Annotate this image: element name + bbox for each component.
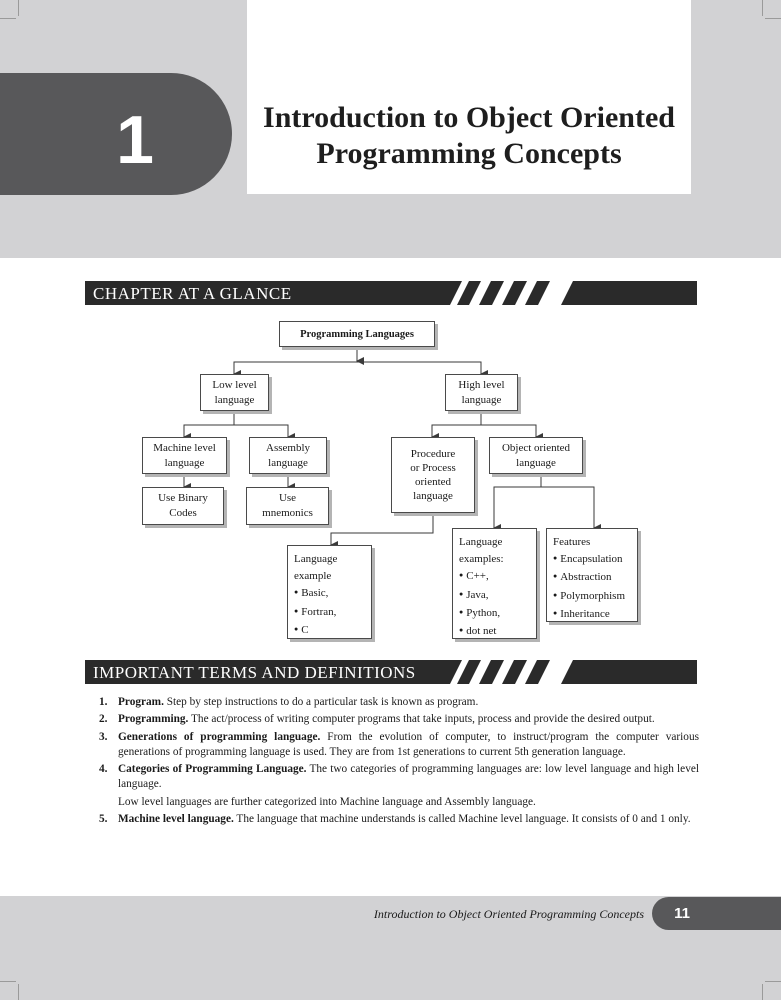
example-item: ● Python, xyxy=(459,605,530,623)
node-label: Features xyxy=(553,536,591,548)
node-label: Procedure xyxy=(410,448,456,460)
node-label: language xyxy=(164,456,205,469)
crop-mark xyxy=(765,981,781,982)
feature-item: ● Encapsulation xyxy=(553,551,631,569)
node-machine-level-language xyxy=(142,437,227,474)
term-definition: The act/process of writing computer programs that take inputs, process and provide the desired output. xyxy=(191,713,655,726)
feature-item: ● Polymorphism xyxy=(553,588,631,606)
node-object-oriented-language xyxy=(489,437,583,474)
example-item: ● Java, xyxy=(459,587,530,605)
node-procedure-examples xyxy=(287,545,372,639)
running-title: Introduction to Object Oriented Programming Concepts xyxy=(373,907,644,921)
node-label: language xyxy=(413,490,453,502)
term-item xyxy=(99,812,699,827)
feature-item: ● Abstraction xyxy=(553,569,631,587)
node-label: Assembly xyxy=(266,441,310,454)
example-item: ● C xyxy=(294,622,365,640)
term-item xyxy=(99,712,699,727)
node-label: Machine level xyxy=(153,441,216,454)
example-item: ● Fortran, xyxy=(294,604,365,622)
page-number: 11 xyxy=(674,905,690,922)
node-label: example xyxy=(294,570,332,583)
term-definition: From the evolution of computer, to instruct/program the computer various generations of programming language is used. They are from 1st generations to current 5th generation language. xyxy=(118,730,699,758)
node-label: Use xyxy=(278,492,297,504)
node-label: or Process xyxy=(410,462,456,474)
node-label: High level xyxy=(458,378,505,391)
term-number: 3. xyxy=(99,730,108,743)
node-label: language xyxy=(461,393,502,406)
term-name: Machine level language. xyxy=(118,813,234,826)
node-label: mnemonics xyxy=(262,507,313,519)
node-label: Use Binary xyxy=(158,492,208,504)
term-definition: Low level languages are further categorized into Machine language and Assembly language. xyxy=(118,795,536,808)
term-item xyxy=(99,695,699,710)
section-bar-terms xyxy=(85,660,697,684)
example-item: ● C++, xyxy=(459,568,530,586)
example-item: ● Basic, xyxy=(294,585,365,603)
node-high-level-language xyxy=(445,374,518,411)
crop-mark xyxy=(0,981,16,982)
node-label: examples: xyxy=(459,553,504,566)
term-number: 4. xyxy=(99,763,108,776)
term-continuation xyxy=(99,795,699,810)
node-label: Programming Languages xyxy=(300,328,414,340)
term-name: Generations of programming language. xyxy=(118,730,321,743)
node-label: language xyxy=(214,393,255,406)
node-use-mnemonics xyxy=(246,487,329,525)
node-label: Object oriented xyxy=(501,441,571,454)
node-label: Low level xyxy=(212,378,257,391)
node-low-level-language xyxy=(200,374,269,411)
term-number: 5. xyxy=(99,813,108,826)
node-label: language xyxy=(516,456,556,469)
feature-item: ● Inheritance xyxy=(553,606,631,624)
node-programming-languages xyxy=(279,321,435,347)
node-procedure-oriented-language xyxy=(391,437,475,513)
term-name: Programming. xyxy=(118,713,189,726)
example-item: ● dot net xyxy=(459,623,530,641)
crop-mark xyxy=(762,984,763,1000)
node-label: Codes xyxy=(169,507,197,519)
chapter-title-line1: Introduction to Object Oriented xyxy=(263,101,675,134)
term-name: Categories of Programming Language. xyxy=(118,763,307,776)
node-label: language xyxy=(268,456,308,469)
chapter-number: 1 xyxy=(116,102,154,178)
terms-list xyxy=(99,695,699,829)
term-number: 1. xyxy=(99,696,108,708)
node-use-binary-codes xyxy=(142,487,224,525)
term-item xyxy=(99,730,699,761)
term-definition: Step by step instructions to do a particular task is known as program. xyxy=(166,696,479,708)
term-item xyxy=(99,762,699,793)
term-name: Program. xyxy=(118,696,164,708)
node-assembly-language xyxy=(249,437,327,474)
node-label: Language xyxy=(294,553,338,565)
node-label: Language xyxy=(459,536,503,548)
chapter-title-line2: Programming Concepts xyxy=(316,137,622,170)
node-oop-features xyxy=(546,528,638,622)
section-title-terms: IMPORTANT TERMS AND DEFINITIONS xyxy=(93,663,416,682)
term-definition: The two categories of programming languages are: low level language and high level language. xyxy=(118,763,699,791)
node-oop-examples xyxy=(452,528,537,639)
term-number: 2. xyxy=(99,713,108,726)
section-title-glance: CHAPTER AT A GLANCE xyxy=(93,284,292,303)
term-definition: The language that machine understands is called Machine level language. It consists of 0 and 1 only. xyxy=(236,813,691,826)
node-label: oriented xyxy=(414,476,452,488)
crop-mark xyxy=(18,984,19,1000)
